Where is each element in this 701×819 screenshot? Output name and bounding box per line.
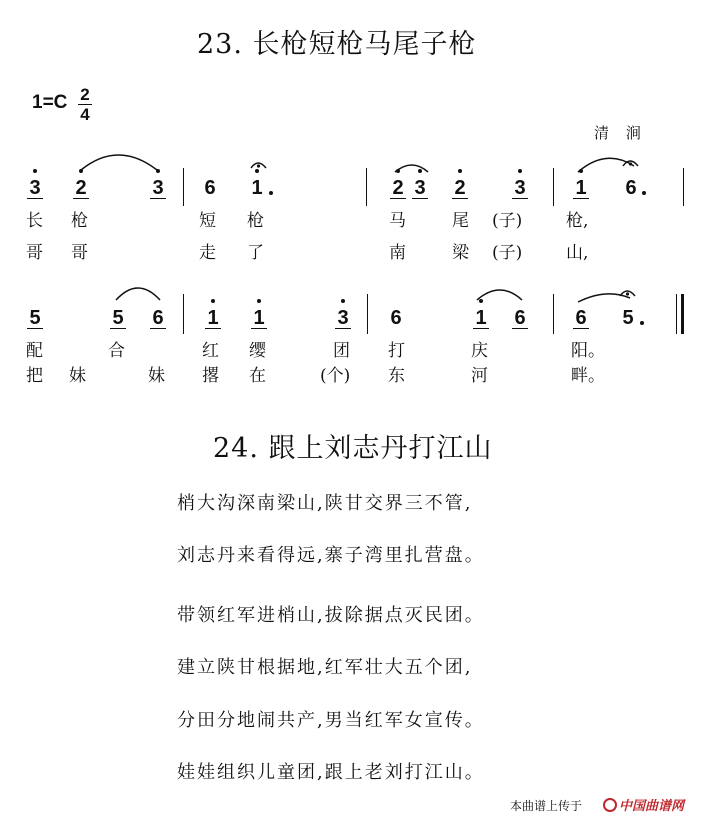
lyric: 短 (199, 211, 216, 231)
poem-line: 刘志丹来看得远,寨子湾里扎营盘。 (177, 545, 485, 566)
fermata-dot (626, 292, 629, 295)
note: 5 (27, 308, 43, 329)
song23-title: 23. 长枪短枪马尾子枪 (197, 29, 477, 60)
lyric: 红 (202, 341, 219, 361)
lyric: 妹 (69, 366, 86, 386)
final-barline-thick (681, 294, 684, 334)
key-signature: 1=C (32, 92, 68, 113)
poem-line: 梢大沟深南梁山,陕甘交界三不管, (177, 493, 473, 514)
fermata-dot (629, 162, 632, 165)
note: 2 (73, 178, 89, 199)
augmentation-dot (642, 191, 646, 195)
lyric: 缨 (249, 341, 266, 361)
note: 1 (251, 308, 267, 329)
slur (578, 158, 634, 172)
note: 3 (150, 178, 166, 199)
barline (553, 168, 554, 206)
slur (477, 290, 522, 300)
lyric: 畔。 (571, 366, 605, 386)
lyric: 合 (108, 341, 125, 361)
lyric: 妹 (148, 366, 165, 386)
time-signature-bottom: 4 (80, 105, 90, 124)
note: 6 (625, 177, 637, 199)
augmentation-dot (269, 191, 273, 195)
note: 5 (622, 307, 634, 329)
lyric: (子) (492, 243, 523, 263)
slur (116, 288, 160, 300)
note: 5 (110, 308, 126, 329)
lyric: 南 (389, 243, 406, 263)
note: 3 (335, 308, 351, 329)
site-logo (603, 795, 684, 814)
poem-line: 带领红军进梢山,拔除据点灭民团。 (177, 605, 485, 626)
lyric: 哥 (26, 243, 43, 263)
lyric: 把 (26, 366, 43, 386)
poem-line: 建立陕甘根据地,红军壮大五个团, (177, 657, 473, 678)
lyric: 打 (388, 341, 405, 361)
lyric: 哥 (71, 243, 88, 263)
note: 2 (452, 178, 468, 199)
note: 1 (205, 308, 221, 329)
barline (683, 168, 684, 206)
lyric: 走 (199, 243, 216, 263)
lyric: 东 (388, 366, 405, 386)
lyric: 团 (333, 341, 350, 361)
note: 6 (573, 308, 589, 329)
note: 1 (249, 178, 265, 198)
site-logo-text: 中国曲谱网 (619, 798, 685, 813)
lyric: 河 (471, 366, 488, 386)
lyric: 山, (566, 243, 589, 263)
final-barline-thin (676, 294, 677, 334)
lyric: 长 (26, 211, 43, 231)
lyric: 阳。 (571, 341, 605, 361)
lyric: 枪 (71, 211, 88, 231)
note: 6 (150, 308, 166, 329)
lyric: 配 (26, 341, 43, 361)
footer-upload-text: 本曲谱上传于 (510, 799, 583, 813)
barline (183, 168, 184, 206)
barline (183, 294, 184, 334)
fermata-arc (251, 163, 266, 168)
lyric: 庆 (471, 341, 488, 361)
note: 6 (204, 177, 216, 199)
lyric: 马 (389, 211, 406, 231)
time-signature (78, 86, 92, 123)
lyric: 尾 (452, 211, 469, 231)
note: 1 (473, 308, 489, 329)
lyric: 枪, (566, 211, 589, 231)
lyric: 撂 (202, 366, 219, 386)
note: 6 (512, 308, 528, 329)
lyric: 在 (249, 366, 266, 386)
note: 1 (573, 178, 589, 199)
lyric: 梁 (452, 243, 469, 263)
barline (366, 168, 367, 206)
lyric: 了 (247, 243, 264, 263)
note: 2 (390, 178, 406, 199)
slur (81, 155, 157, 170)
poem-line: 分田分地闹共产,男当红军女宣传。 (177, 710, 485, 731)
lyric: (子) (492, 211, 523, 231)
slur (578, 294, 630, 302)
lyric: (个) (320, 366, 351, 386)
song24-title: 24. 跟上刘志丹打江山 (213, 433, 493, 464)
poem-line: 娃娃组织儿童团,跟上老刘打江山。 (177, 762, 485, 783)
note: 6 (390, 307, 402, 329)
barline (367, 294, 368, 334)
augmentation-dot (640, 321, 644, 325)
fermata-arc (623, 161, 638, 166)
fermata-dot (257, 164, 260, 167)
site-logo-icon (603, 798, 617, 812)
note: 3 (27, 178, 43, 199)
lyric: 枪 (247, 211, 264, 231)
composer-region: 清 涧 (594, 124, 647, 142)
note: 3 (512, 178, 528, 199)
time-signature-top: 2 (80, 85, 90, 104)
barline (553, 294, 554, 334)
fermata-arc (620, 291, 635, 296)
note: 3 (412, 178, 428, 199)
